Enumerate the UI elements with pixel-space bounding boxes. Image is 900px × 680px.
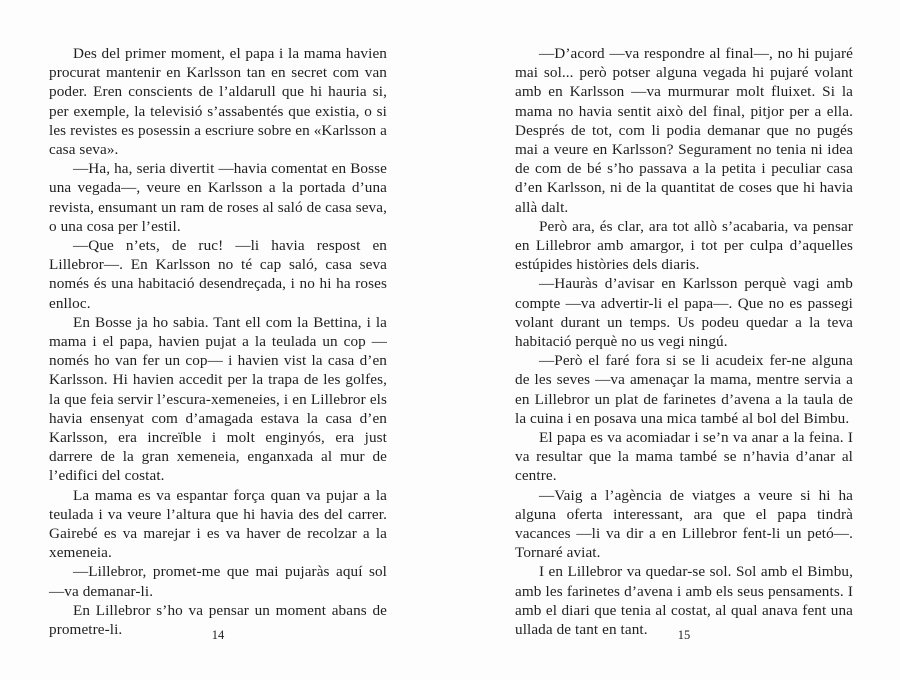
right-paragraph-1: —D’acord —va respondre al final—, no hi pujaré mai sol... però potser alguna vegada hi pujaré volant amb en Karlsson —va murmurar molt fluixet. Si la mama no havia sentit això del final, pitjor per a ella. Després de tot, com li podia demanar que no pugés mai a veure en Karlsson? Segurament no tenia ni idea de com de bé s’ho passava a la petita i peculiar casa d’en Karlsson, ni de la quantitat de coses que hi havia allà dalt. (515, 45, 853, 216)
left-paragraph-6: —Lillebror, promet-me que mai pujaràs aquí sol —va demanar-li. (49, 563, 387, 600)
right-paragraph-6: —Vaig a l’agència de viatges a veure si hi ha alguna oferta interessant, ara que el papa tindrà vacances —li va dir a en Lillebror fent-li un petó—. Tornaré aviat. (515, 486, 853, 562)
right-paragraph-5: El papa es va acomiadar i se’n va anar a la feina. I va resultar que la mama també se n’havia d’anar al centre. (515, 429, 853, 485)
left-paragraph-4: En Bosse ja ho sabia. Tant ell com la Bettina, i la mama i el papa, havien pujat a la teulada un cop —només ho van fer un cop— i havien vist la casa d’en Karlsson. Hi havien accedit per la trapa de les golfes, la que feia servir l’escura-xemeneies, i en Lillebror els havia ensenyat com d’amagada estava la casa d’en Karlsson, era increïble i molt enginyós, era just darrere de la gran xemeneia, enganxada al mur de l’edifici del costat. (49, 313, 387, 485)
left-paragraph-3: —Que n’ets, de ruc! —li havia respost en Lillebror—. En Karlsson no té cap saló, casa seva només és una habitació desendreçada, i no hi ha roses enlloc. (49, 237, 387, 312)
page-right (515, 44, 853, 639)
right-paragraph-3: —Hauràs d’avisar en Karlsson perquè vagi amb compte —va advertir-li el papa—. Que no es passegi volant durant un temps. Us podeu quedar a la teva habitació perquè no us vegi ningú. (515, 275, 853, 351)
left-paragraph-1: Des del primer moment, el papa i la mama havien procurat mantenir en Karlsson tan en secret com van poder. Eren conscients de l’aldarull que hi hauria si, per exemple, la televisió s’assabentés que existia, o si les revistes es posessin a escriure sobre en «Karlsson a casa seva». (49, 45, 387, 159)
page-number-left: 14 (211, 628, 225, 642)
right-paragraph-7: I en Lillebror va quedar-se sol. Sol amb el Bimbu, amb les farinetes d’avena i amb els seus pensaments. I amb el diari que tenia al costat, al qual anava fent una ullada de tant en tant. (515, 563, 853, 639)
page-left (49, 44, 387, 639)
left-paragraph-7: En Lillebror s’ho va pensar un moment abans de prometre-li. (49, 601, 387, 639)
left-paragraph-5: La mama es va espantar força quan va pujar a la teulada i va veure l’altura que hi havia des del carrer. Gairebé es va marejar i es va haver de recolzar a la xemeneia. (49, 486, 387, 562)
right-paragraph-2: Però ara, és clar, ara tot allò s’acabaria, va pensar en Lillebror amb amargor, i tot per culpa d’aquelles estúpides històries dels diaris. (515, 217, 853, 274)
left-paragraph-2: —Ha, ha, seria divertit —havia comentat en Bosse una vegada—, veure en Karlsson a la portada d’una revista, ensumant un ram de roses al saló de casa seva, o una cosa per l’estil. (49, 160, 387, 235)
right-paragraph-4: —Però el faré fora si se li acudeix fer-ne alguna de les seves —va amenaçar la mama, mentre servia a en Lillebror un plat de farinetes d’avena a la taula de la cuina i en posava una mica també al bol del Bimbu. (515, 352, 853, 427)
page-number-right: 15 (677, 628, 691, 642)
